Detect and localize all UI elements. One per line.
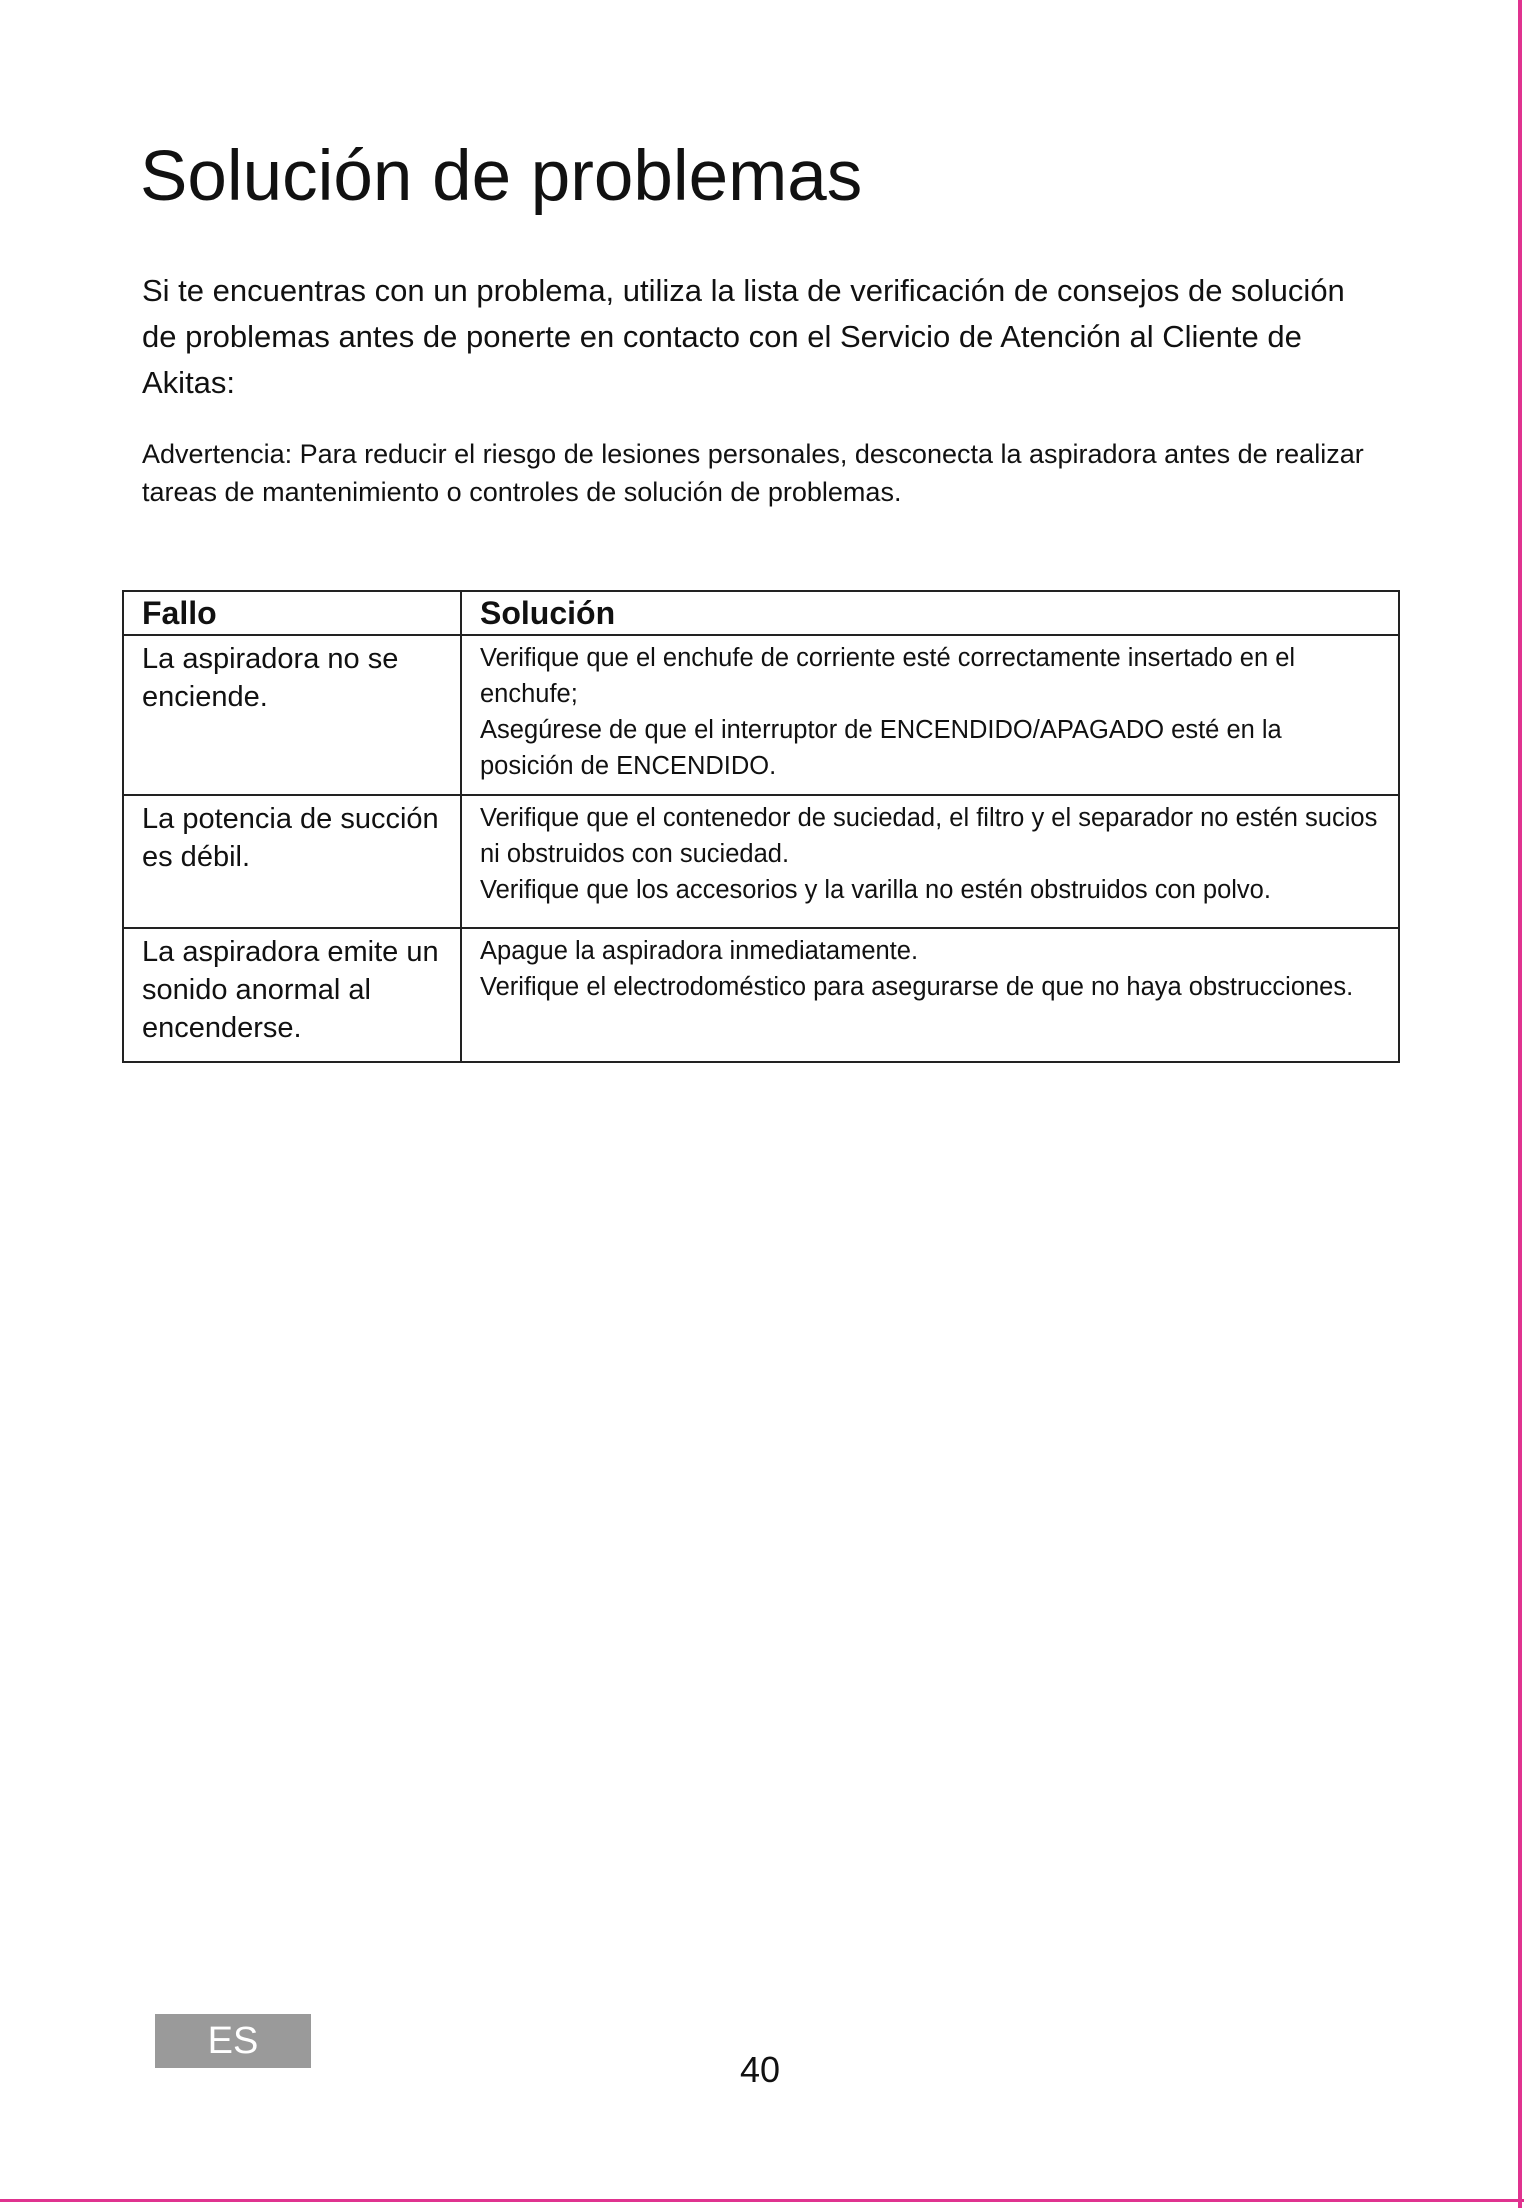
solution-line: Apague la aspiradora inmediatamente. <box>480 937 919 965</box>
solution-line: Asegúrese de que el interruptor de ENCENDIDO/APAGADO esté en la posición de ENCENDIDO. <box>480 716 1282 780</box>
troubleshooting-table <box>122 590 1400 1063</box>
solution-cell <box>461 795 1399 928</box>
table-header-row <box>123 591 1399 635</box>
warning-paragraph: Advertencia: Para reducir el riesgo de lesiones personales, desconecta la aspiradora antes de realizar tareas de mantenimiento o controles de solución de problemas. <box>142 439 1364 507</box>
solution-line: Verifique que el enchufe de corriente esté correctamente insertado en el enchufe; <box>480 644 1296 708</box>
header-solution: Solución <box>461 591 1399 635</box>
solution-line: Verifique el electrodoméstico para asegurarse de que no haya obstrucciones. <box>480 973 1354 1001</box>
page-border-bottom <box>0 2199 1524 2202</box>
solution-line: Verifique que el contenedor de suciedad, el filtro y el separador no estén sucios ni obstruidos con suciedad. <box>480 804 1378 868</box>
page-title: Solución de problemas <box>140 137 863 216</box>
page-number: 40 <box>739 2049 781 2090</box>
solution-cell <box>461 928 1399 1062</box>
table-row <box>123 635 1399 795</box>
fault-cell: La aspiradora emite un sonido anormal al encenderse. <box>123 928 461 1062</box>
header-fault: Fallo <box>123 591 461 635</box>
solution-cell <box>461 635 1399 795</box>
intro-paragraph: Si te encuentras con un problema, utiliza la lista de verificación de consejos de solución de problemas antes de ponerte en contacto con el Servicio de Atención al Cliente de Akitas: <box>142 273 1345 400</box>
table-row <box>123 928 1399 1062</box>
solution-line: Verifique que los accesorios y la varilla no estén obstruidos con polvo. <box>480 876 1271 904</box>
language-badge: ES <box>155 2014 311 2068</box>
table-row <box>123 795 1399 928</box>
page-border-right <box>1518 0 1522 2208</box>
fault-cell: La aspiradora no se enciende. <box>123 635 461 795</box>
fault-cell: La potencia de succión es débil. <box>123 795 461 928</box>
